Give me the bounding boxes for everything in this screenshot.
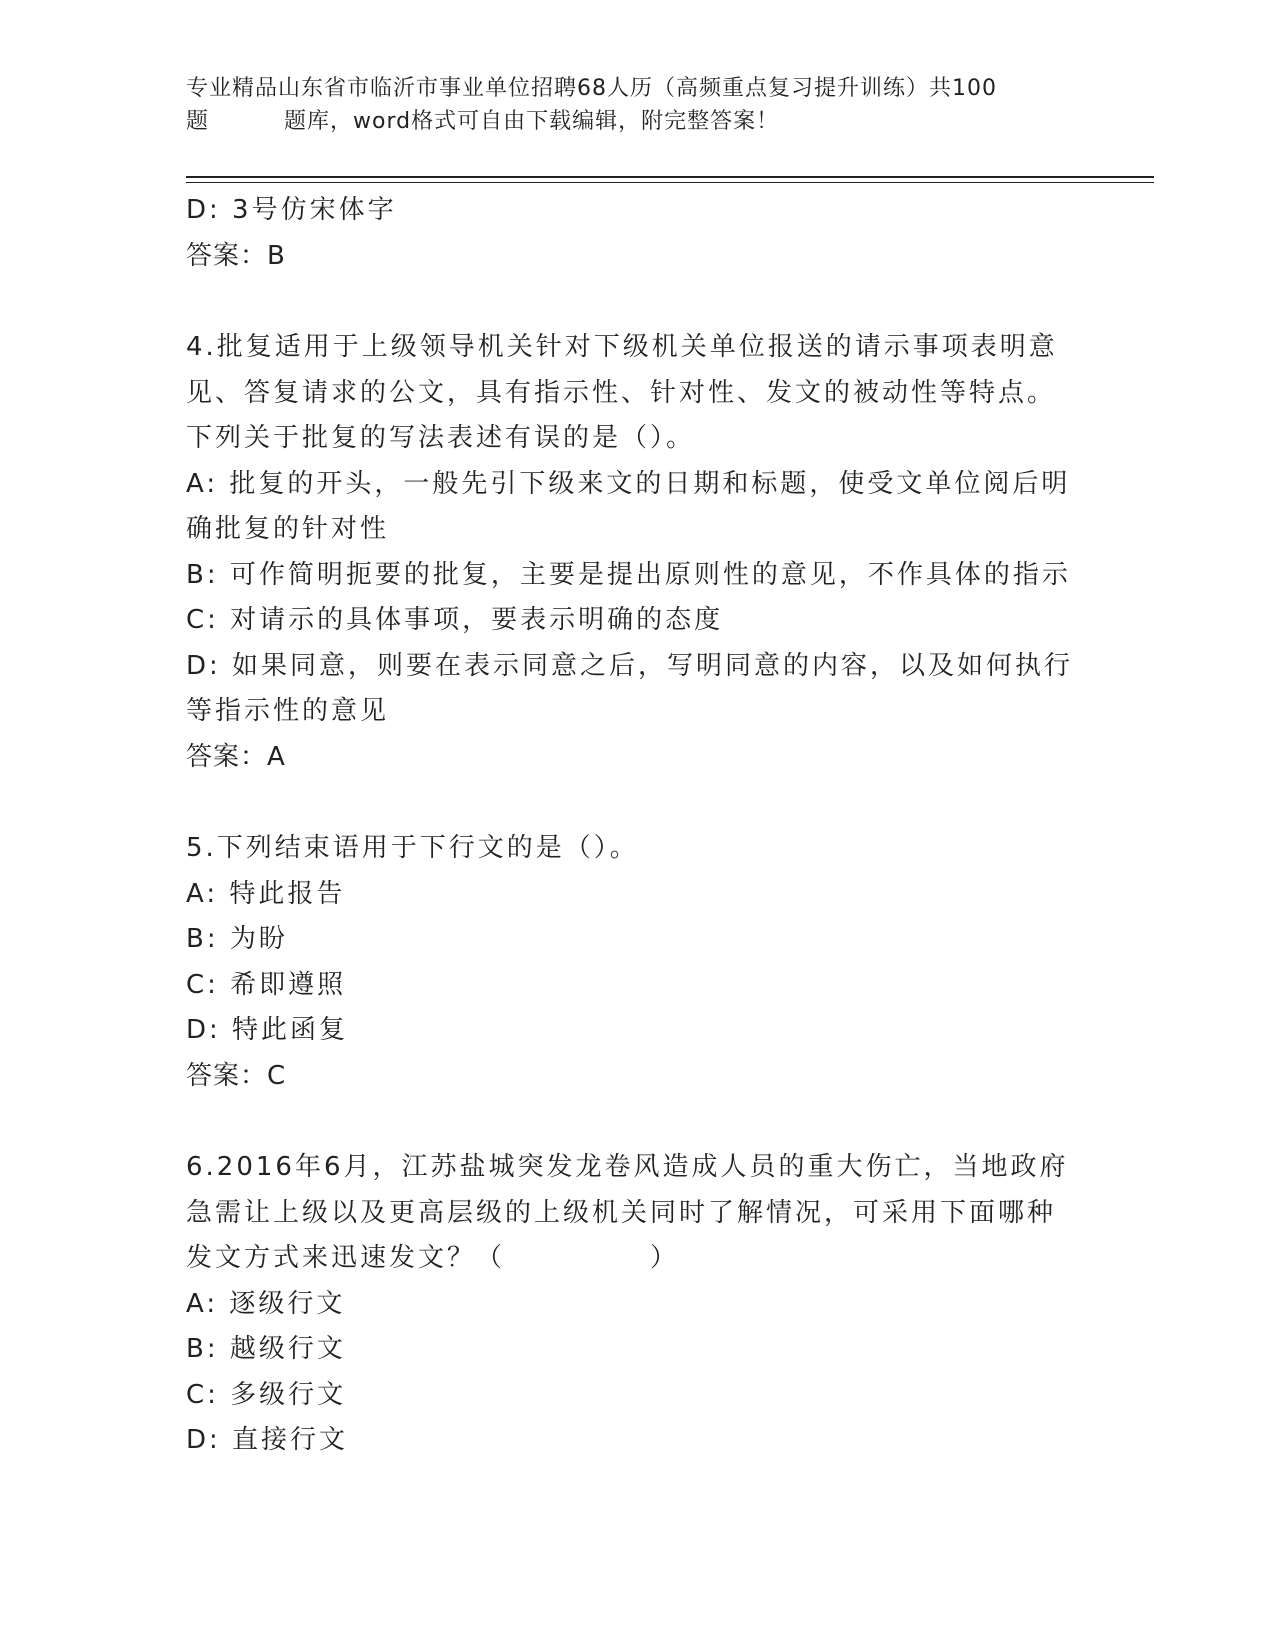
q6-option-b: B: 越级行文 xyxy=(186,1334,346,1364)
header-title-line-2-left: 题 xyxy=(186,109,210,134)
question-3-tail xyxy=(186,188,1066,279)
q4-option-d: D: 如果同意，则要在表示同意之后，写明同意的内容，以及如何执行 xyxy=(186,650,1074,681)
question-4 xyxy=(186,325,1074,780)
spacer xyxy=(186,780,1066,826)
question-5 xyxy=(186,826,1066,1099)
q6-option-c: C: 多级行文 xyxy=(186,1379,347,1410)
q5-option-d: D: 特此函复 xyxy=(186,1015,349,1045)
spacer xyxy=(186,1099,1066,1145)
q5-option-b: B: 为盼 xyxy=(186,924,288,954)
question-content xyxy=(186,188,1074,1464)
header-title-line-2 xyxy=(186,105,1066,138)
q6-stem-line: 6.2016年6月，江苏盐城突发龙卷风造成人员的重大伤亡，当地政府 xyxy=(186,1152,1069,1182)
header-divider-thick xyxy=(186,176,1154,178)
q3-answer: 答案：B xyxy=(186,240,286,271)
q4-stem-line: 4.批复适用于上级领导机关针对下级机关单位报送的请示事项表明意 xyxy=(186,332,1058,362)
q5-answer: 答案：C xyxy=(186,1060,287,1091)
q4-option-d-cont: 等指示性的意见 xyxy=(186,696,390,726)
q6-stem-line: 急需让上级以及更高层级的上级机关同时了解情况，可采用下面哪种 xyxy=(186,1197,1057,1228)
header-title-line-2-right: 题库，word格式可自由下载编辑，附完整答案！ xyxy=(284,109,780,134)
q4-option-c: C: 对请示的具体事项，要表示明确的态度 xyxy=(186,605,724,635)
question-6 xyxy=(186,1145,1069,1464)
document-header xyxy=(186,72,1066,138)
header-divider-thin xyxy=(186,182,1154,183)
q4-option-b: B: 可作简明扼要的批复，主要是提出原则性的意见，不作具体的指示 xyxy=(186,559,1071,590)
q3-option-d: D: 3号仿宋体字 xyxy=(186,195,397,225)
q6-stem-line: 发文方式来迅速发文？（ ） xyxy=(186,1243,680,1273)
q4-stem-line: 见、答复请求的公文，具有指示性、针对性、发文的被动性等特点。 xyxy=(186,377,1057,408)
header-title-line-1: 专业精品山东省市临沂市事业单位招聘68人历（高频重点复习提升训练）共100 xyxy=(186,76,997,101)
q5-option-a: A: 特此报告 xyxy=(186,878,346,909)
q5-option-c: C: 希即遵照 xyxy=(186,969,347,1000)
q6-option-a: A: 逐级行文 xyxy=(186,1288,346,1319)
q4-option-a: A: 批复的开头，一般先引下级来文的日期和标题，使受文单位阅后明 xyxy=(186,468,1071,499)
q4-stem-line: 下列关于批复的写法表述有误的是（）。 xyxy=(186,423,696,453)
q6-option-d: D: 直接行文 xyxy=(186,1425,349,1455)
q4-answer: 答案：A xyxy=(186,741,286,772)
spacer xyxy=(186,279,1066,325)
q5-stem: 5.下列结束语用于下行文的是（）。 xyxy=(186,833,639,863)
q4-option-a-cont: 确批复的针对性 xyxy=(186,514,390,544)
